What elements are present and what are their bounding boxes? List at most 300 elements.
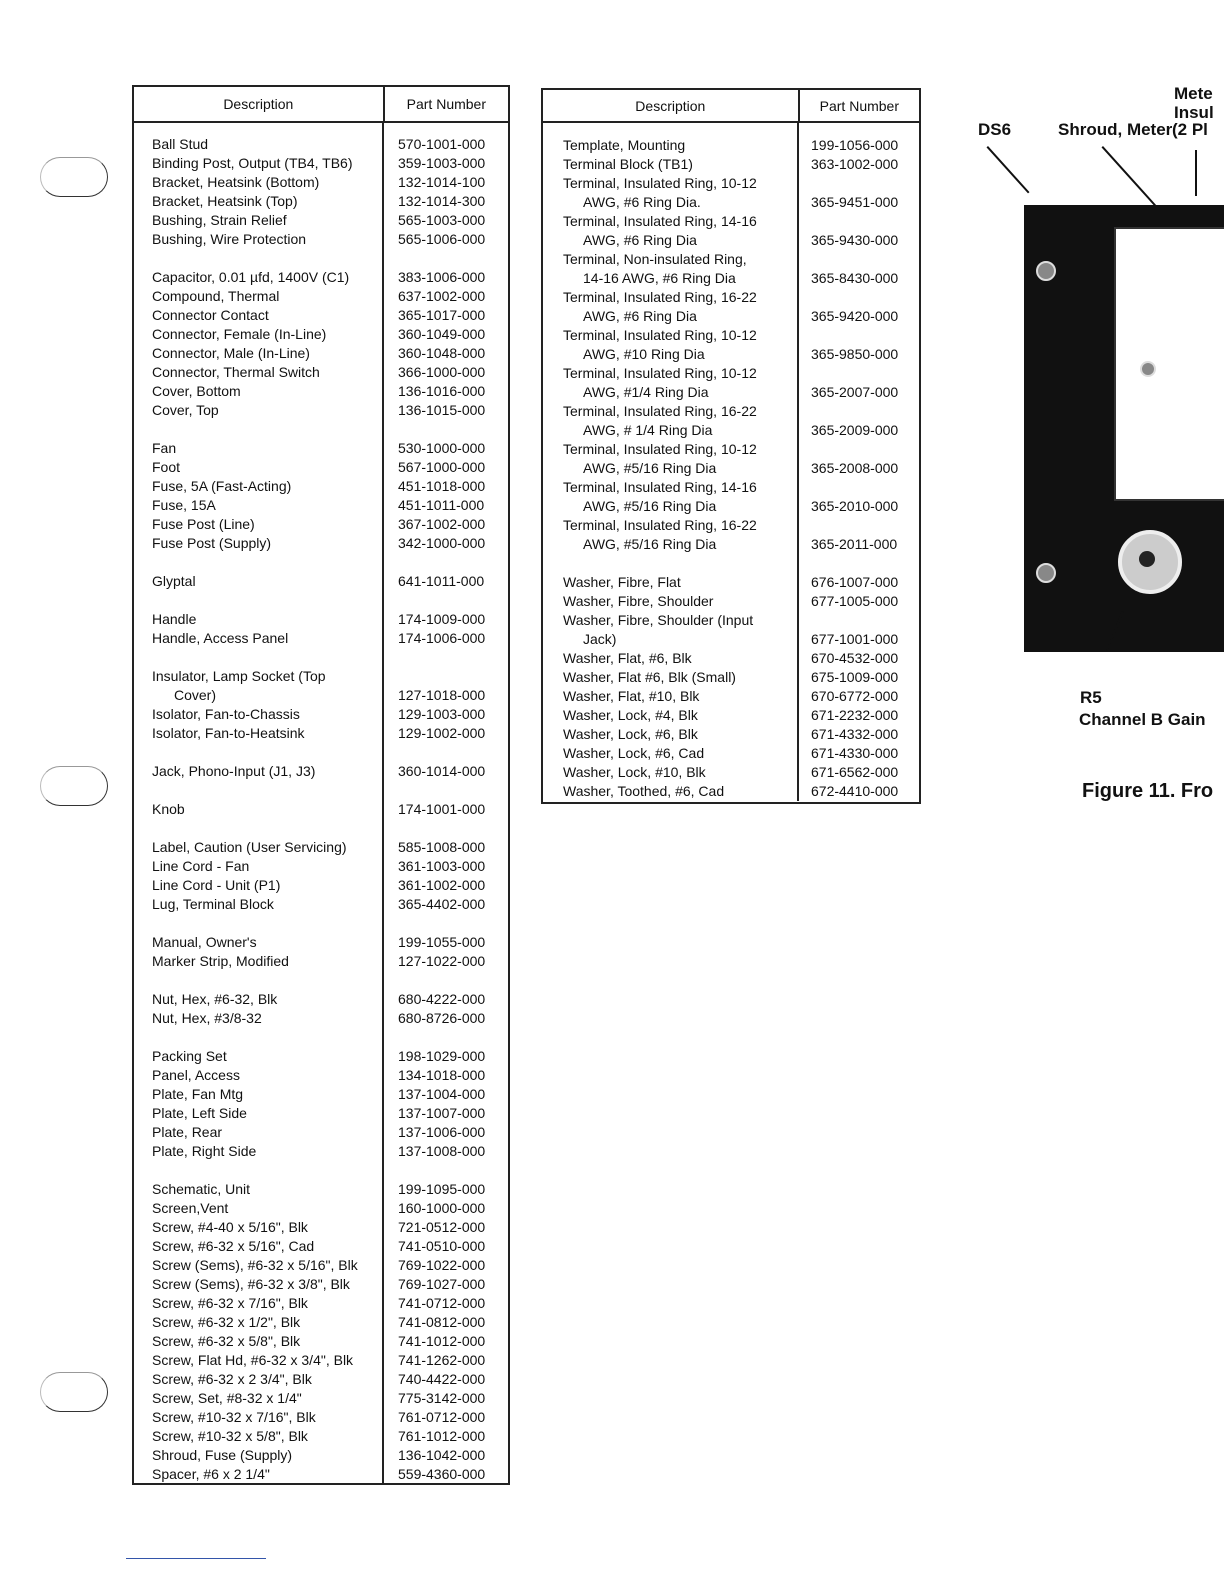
- part-description: Screw, Set, #8-32 x 1/4": [152, 1390, 302, 1406]
- part-number: 360-1048-000: [398, 345, 486, 361]
- header-description: Description: [223, 96, 294, 112]
- group-spacer: [134, 743, 508, 762]
- part-description: Screw, #10-32 x 7/16", Blk: [152, 1409, 316, 1425]
- part-number: 670-4532-000: [811, 650, 899, 666]
- part-number: 359-1003-000: [398, 155, 486, 171]
- table-row: [543, 516, 919, 535]
- parts-table-left: [132, 85, 510, 1485]
- table-row: [134, 268, 508, 287]
- parts-table-right: [541, 88, 921, 804]
- part-number: 365-9850-000: [811, 346, 899, 362]
- group-spacer: [134, 819, 508, 838]
- part-number: 451-1011-000: [398, 497, 485, 513]
- channel-b-gain-knob: [1118, 530, 1182, 594]
- part-number: 365-2011-000: [811, 536, 898, 552]
- table-row: [134, 1218, 508, 1237]
- part-description: Terminal, Insulated Ring, 16-22: [563, 403, 757, 419]
- part-number: 451-1018-000: [398, 478, 486, 494]
- part-description: Bracket, Heatsink (Bottom): [152, 174, 320, 190]
- part-number: 559-4360-000: [398, 1466, 486, 1482]
- part-description: Screw, Flat Hd, #6-32 x 3/4", Blk: [152, 1352, 354, 1368]
- part-number: 365-2010-000: [811, 498, 899, 514]
- part-number: 721-0512-000: [398, 1219, 486, 1235]
- part-number: 565-1003-000: [398, 212, 486, 228]
- part-number: 360-1014-000: [398, 763, 486, 779]
- part-number: 365-4402-000: [398, 896, 486, 912]
- part-number: 365-2008-000: [811, 460, 899, 476]
- table-row: [543, 725, 919, 744]
- table-row: [134, 477, 508, 496]
- group-spacer: [134, 914, 508, 933]
- table-row: [134, 629, 508, 648]
- table-row: [134, 287, 508, 306]
- table-row: [134, 230, 508, 249]
- table-row: [134, 534, 508, 553]
- part-number: 363-1002-000: [811, 156, 899, 172]
- part-description: Template, Mounting: [563, 137, 686, 153]
- table-row: [543, 459, 919, 478]
- part-description: Plate, Left Side: [152, 1105, 247, 1121]
- part-description: Connector, Male (In-Line): [152, 345, 310, 361]
- part-description: Washer, Fibre, Shoulder (Input: [563, 612, 754, 628]
- part-number: [799, 288, 811, 307]
- part-description: Spacer, #6 x 2 1/4": [152, 1466, 270, 1482]
- screw-icon: [1036, 563, 1056, 583]
- part-description: AWG, #1/4 Ring Dia: [583, 384, 709, 400]
- table-row: [134, 1066, 508, 1085]
- header-part-number: Part Number: [798, 90, 919, 121]
- table-row: [134, 1180, 508, 1199]
- screw-icon: [1036, 261, 1056, 281]
- table-row: [543, 592, 919, 611]
- table-row: [543, 497, 919, 516]
- part-description: Connector, Thermal Switch: [152, 364, 320, 380]
- part-number: 567-1000-000: [398, 459, 486, 475]
- part-description: Bushing, Wire Protection: [152, 231, 307, 247]
- label-r5: R5: [1080, 688, 1102, 707]
- part-description: Jack, Phono-Input (J1, J3): [152, 763, 316, 779]
- table-row: [134, 135, 508, 154]
- figure-caption: Figure 11. Fro: [1082, 780, 1214, 802]
- part-number: [799, 326, 811, 345]
- part-number: 741-0712-000: [398, 1295, 486, 1311]
- part-description: Washer, Fibre, Flat: [563, 574, 681, 590]
- part-description: Cover, Bottom: [152, 383, 241, 399]
- part-number: 365-1017-000: [398, 307, 486, 323]
- part-description: Compound, Thermal: [152, 288, 280, 304]
- table-row: [543, 288, 919, 307]
- table-row: [134, 1294, 508, 1313]
- part-description: Connector, Female (In-Line): [152, 326, 327, 342]
- part-description: Plate, Fan Mtg: [152, 1086, 244, 1102]
- part-number: 741-1012-000: [398, 1333, 486, 1349]
- binder-hole-middle: [40, 766, 108, 806]
- table-row: [543, 307, 919, 326]
- table-row: [543, 744, 919, 763]
- part-number: 367-1002-000: [398, 516, 486, 532]
- part-number: 585-1008-000: [398, 839, 486, 855]
- table-row: [134, 1047, 508, 1066]
- table-row: [134, 1446, 508, 1465]
- table-row: [543, 687, 919, 706]
- part-number: 137-1007-000: [398, 1105, 486, 1121]
- part-number: 761-0712-000: [398, 1409, 486, 1425]
- part-description: Screw, #6-32 x 1/2", Blk: [152, 1314, 301, 1330]
- table-row: [134, 401, 508, 420]
- table-row: [134, 458, 508, 477]
- part-number: 361-1002-000: [398, 877, 486, 893]
- part-number: 174-1001-000: [398, 801, 486, 817]
- group-spacer: [134, 591, 508, 610]
- part-number: 740-4422-000: [398, 1371, 486, 1387]
- part-number: 136-1016-000: [398, 383, 486, 399]
- part-description: Washer, Lock, #4, Blk: [563, 707, 698, 723]
- table-row: [543, 535, 919, 554]
- table-row: [543, 402, 919, 421]
- table-row: [134, 1199, 508, 1218]
- part-number: 127-1018-000: [398, 687, 486, 703]
- part-number: 160-1000-000: [398, 1200, 486, 1216]
- part-number: 366-1000-000: [398, 364, 486, 380]
- part-number: 769-1027-000: [398, 1276, 486, 1292]
- part-number: [799, 402, 811, 421]
- table-header: [134, 87, 508, 123]
- part-description: Fuse, 5A (Fast-Acting): [152, 478, 292, 494]
- part-number: [799, 250, 811, 269]
- part-number: 342-1000-000: [398, 535, 486, 551]
- part-description: Screw (Sems), #6-32 x 5/16", Blk: [152, 1257, 358, 1273]
- table-row: [543, 326, 919, 345]
- part-number: [799, 516, 811, 535]
- part-description: Marker Strip, Modified: [152, 953, 289, 969]
- part-description: Screw, #6-32 x 5/16", Cad: [152, 1238, 315, 1254]
- part-number: 637-1002-000: [398, 288, 486, 304]
- group-spacer: [134, 553, 508, 572]
- part-description: Line Cord - Fan: [152, 858, 250, 874]
- table-row: [134, 1009, 508, 1028]
- part-number: 132-1014-300: [398, 193, 486, 209]
- part-description: Foot: [152, 459, 181, 475]
- part-number: 365-9420-000: [811, 308, 899, 324]
- part-number: 675-1009-000: [811, 669, 899, 685]
- part-number: 365-2009-000: [811, 422, 899, 438]
- table-row: [134, 990, 508, 1009]
- part-description: Washer, Flat #6, Blk (Small): [563, 669, 736, 685]
- label-meter-line2: Insul: [1174, 103, 1214, 122]
- part-number: 671-4330-000: [811, 745, 899, 761]
- part-number: 670-6772-000: [811, 688, 899, 704]
- table-row: [134, 173, 508, 192]
- part-description: Insulator, Lamp Socket (Top: [152, 668, 326, 684]
- part-number: 677-1005-000: [811, 593, 899, 609]
- part-description: Panel, Access: [152, 1067, 240, 1083]
- part-description: Screw, #6-32 x 5/8", Blk: [152, 1333, 301, 1349]
- label-ds6: DS6: [978, 120, 1012, 139]
- table-row: [134, 344, 508, 363]
- part-description: Washer, Lock, #6, Blk: [563, 726, 698, 742]
- table-row: [543, 136, 919, 155]
- table-row: [543, 668, 919, 687]
- table-row: [134, 1313, 508, 1332]
- part-number: 132-1014-100: [398, 174, 486, 190]
- table-row: [134, 1256, 508, 1275]
- table-row: [134, 325, 508, 344]
- table-row: [134, 1237, 508, 1256]
- binder-hole-top: [40, 157, 108, 197]
- header-part-number: Part Number: [383, 87, 508, 121]
- part-number: 565-1006-000: [398, 231, 486, 247]
- table-body: [134, 123, 508, 1484]
- part-number: 134-1018-000: [398, 1067, 486, 1083]
- part-description: Washer, Toothed, #6, Cad: [563, 783, 725, 799]
- table-row: [543, 630, 919, 649]
- meter-window: [1114, 227, 1224, 501]
- group-spacer: [134, 781, 508, 800]
- part-description: Fuse, 15A: [152, 497, 216, 513]
- table-row: [134, 1427, 508, 1446]
- part-number: 680-4222-000: [398, 991, 486, 1007]
- table-row: [134, 933, 508, 952]
- part-number: [799, 212, 811, 231]
- table-row: [134, 363, 508, 382]
- table-row: [134, 154, 508, 173]
- part-number: 365-2007-000: [811, 384, 899, 400]
- table-row: [134, 895, 508, 914]
- part-number: 641-1011-000: [398, 573, 485, 589]
- table-row: [543, 155, 919, 174]
- leader-line-meter: [1195, 150, 1197, 196]
- table-row: [543, 364, 919, 383]
- part-number: 680-8726-000: [398, 1010, 486, 1026]
- table-row: [543, 231, 919, 250]
- table-row: [134, 838, 508, 857]
- table-body: [543, 123, 919, 801]
- table-row: [543, 193, 919, 212]
- table-row: [134, 1085, 508, 1104]
- part-description: Fuse Post (Line): [152, 516, 255, 532]
- table-row: [543, 649, 919, 668]
- part-description: Terminal, Insulated Ring, 14-16: [563, 479, 757, 495]
- part-description: Screw, #10-32 x 5/8", Blk: [152, 1428, 308, 1444]
- leader-line-shroud: [1102, 146, 1157, 207]
- table-row: [134, 1123, 508, 1142]
- part-description: 14-16 AWG, #6 Ring Dia: [583, 270, 736, 286]
- part-description: Cover, Top: [152, 402, 219, 418]
- part-description: Lug, Terminal Block: [152, 896, 274, 912]
- part-number: 671-2232-000: [811, 707, 899, 723]
- part-description: Screw (Sems), #6-32 x 3/8", Blk: [152, 1276, 350, 1292]
- part-description: AWG, #5/16 Ring Dia: [583, 536, 717, 552]
- part-number: 136-1042-000: [398, 1447, 486, 1463]
- part-description: Terminal, Insulated Ring, 10-12: [563, 175, 757, 191]
- table-row: [543, 611, 919, 630]
- group-spacer: [134, 648, 508, 667]
- table-row: [134, 686, 508, 705]
- part-description: Screen,Vent: [152, 1200, 229, 1216]
- part-number: [799, 364, 811, 383]
- part-description: Capacitor, 0.01 µfd, 1400V (C1): [152, 269, 350, 285]
- part-description: Label, Caution (User Servicing): [152, 839, 347, 855]
- part-number: 676-1007-000: [811, 574, 899, 590]
- part-description: Terminal, Insulated Ring, 14-16: [563, 213, 757, 229]
- leader-line-ds6: [987, 146, 1030, 193]
- part-number: 174-1009-000: [398, 611, 486, 627]
- part-description: Washer, Fibre, Shoulder: [563, 593, 714, 609]
- part-description: Nut, Hex, #3/8-32: [152, 1010, 262, 1026]
- part-description: Shroud, Fuse (Supply): [152, 1447, 293, 1463]
- part-number: 530-1000-000: [398, 440, 486, 456]
- table-row: [134, 211, 508, 230]
- part-number: 129-1002-000: [398, 725, 486, 741]
- table-row: [134, 1370, 508, 1389]
- part-description: Screw, #6-32 x 2 3/4", Blk: [152, 1371, 312, 1387]
- part-number: [799, 611, 811, 630]
- table-row: [134, 572, 508, 591]
- part-description: AWG, #6 Ring Dia: [583, 232, 697, 248]
- part-description: Terminal, Insulated Ring, 10-12: [563, 441, 757, 457]
- table-row: [134, 857, 508, 876]
- table-row: [543, 269, 919, 288]
- binder-hole-bottom: [40, 1372, 108, 1412]
- table-row: [543, 174, 919, 193]
- part-number: 671-6562-000: [811, 764, 899, 780]
- table-row: [134, 876, 508, 895]
- part-number: [799, 478, 811, 497]
- part-description: Screw, #6-32 x 7/16", Blk: [152, 1295, 308, 1311]
- part-description: Binding Post, Output (TB4, TB6): [152, 155, 353, 171]
- part-description: Terminal, Insulated Ring, 10-12: [563, 365, 757, 381]
- part-number: 761-1012-000: [398, 1428, 486, 1444]
- part-number: 199-1055-000: [398, 934, 486, 950]
- part-number: 365-9430-000: [811, 232, 899, 248]
- part-description: Packing Set: [152, 1048, 227, 1064]
- part-number: 383-1006-000: [398, 269, 486, 285]
- group-spacer: [134, 1161, 508, 1180]
- label-meter-line3: (2 Pl: [1172, 120, 1208, 139]
- part-description: Washer, Lock, #10, Blk: [563, 764, 706, 780]
- header-description: Description: [635, 97, 706, 114]
- part-number: 365-8430-000: [811, 270, 899, 286]
- part-description: Terminal, Insulated Ring, 16-22: [563, 289, 757, 305]
- part-number: [799, 440, 811, 459]
- group-spacer: [134, 971, 508, 990]
- part-description: AWG, #10 Ring Dia: [583, 346, 705, 362]
- part-description: Washer, Lock, #6, Cad: [563, 745, 705, 761]
- part-description: Cover): [174, 687, 217, 703]
- part-number: 741-1262-000: [398, 1352, 486, 1368]
- part-description: Manual, Owner's: [152, 934, 257, 950]
- part-number: 198-1029-000: [398, 1048, 486, 1064]
- part-number: 365-9451-000: [811, 194, 899, 210]
- table-row: [134, 762, 508, 781]
- part-description: Plate, Right Side: [152, 1143, 257, 1159]
- part-description: Terminal Block (TB1): [563, 156, 693, 172]
- table-row: [543, 706, 919, 725]
- part-description: Bracket, Heatsink (Top): [152, 193, 298, 209]
- part-number: 775-3142-000: [398, 1390, 486, 1406]
- table-row: [134, 1408, 508, 1427]
- part-description: Jack): [583, 631, 617, 647]
- table-row: [134, 667, 508, 686]
- table-row: [134, 800, 508, 819]
- part-description: Bushing, Strain Relief: [152, 212, 287, 228]
- part-description: Terminal, Non-insulated Ring,: [563, 251, 747, 267]
- part-description: AWG, #5/16 Ring Dia: [583, 460, 717, 476]
- part-number: 174-1006-000: [398, 630, 486, 646]
- label-channel-b-gain: Channel B Gain: [1079, 710, 1206, 729]
- table-row: [543, 573, 919, 592]
- table-row: [543, 212, 919, 231]
- part-number: 199-1095-000: [398, 1181, 486, 1197]
- table-row: [543, 250, 919, 269]
- part-description: Line Cord - Unit (P1): [152, 877, 281, 893]
- group-spacer: [134, 1028, 508, 1047]
- part-number: [384, 667, 398, 686]
- table-header: [543, 90, 919, 123]
- part-description: Glyptal: [152, 573, 196, 589]
- table-row: [134, 496, 508, 515]
- part-number: 741-0812-000: [398, 1314, 486, 1330]
- label-meter-line1: Mete: [1174, 84, 1213, 103]
- group-spacer: [134, 420, 508, 439]
- part-number: 672-4410-000: [811, 783, 899, 799]
- table-row: [543, 782, 919, 801]
- part-description: Terminal, Insulated Ring, 16-22: [563, 517, 757, 533]
- table-row: [134, 1351, 508, 1370]
- table-row: [134, 610, 508, 629]
- part-description: Screw, #4-40 x 5/16", Blk: [152, 1219, 308, 1235]
- part-number: 769-1022-000: [398, 1257, 486, 1273]
- part-number: 360-1049-000: [398, 326, 486, 342]
- part-number: 137-1004-000: [398, 1086, 486, 1102]
- table-row: [134, 439, 508, 458]
- table-row: [543, 421, 919, 440]
- part-description: Plate, Rear: [152, 1124, 223, 1140]
- part-number: 741-0510-000: [398, 1238, 486, 1254]
- part-number: 137-1006-000: [398, 1124, 486, 1140]
- part-description: Terminal, Insulated Ring, 10-12: [563, 327, 757, 343]
- table-row: [134, 515, 508, 534]
- table-row: [543, 383, 919, 402]
- table-row: [134, 724, 508, 743]
- part-number: 361-1003-000: [398, 858, 486, 874]
- part-number: 127-1022-000: [398, 953, 486, 969]
- table-row: [134, 306, 508, 325]
- table-row: [134, 952, 508, 971]
- part-number: 129-1003-000: [398, 706, 486, 722]
- table-row: [134, 1465, 508, 1484]
- part-number: 199-1056-000: [811, 137, 899, 153]
- part-description: Nut, Hex, #6-32, Blk: [152, 991, 278, 1007]
- part-number: 671-4332-000: [811, 726, 899, 742]
- part-description: AWG, # 1/4 Ring Dia: [583, 422, 713, 438]
- part-description: Handle, Access Panel: [152, 630, 289, 646]
- part-description: Connector Contact: [152, 307, 269, 323]
- table-row: [134, 1389, 508, 1408]
- part-number: 136-1015-000: [398, 402, 486, 418]
- table-row: [543, 478, 919, 497]
- part-number: 137-1008-000: [398, 1143, 486, 1159]
- part-description: Knob: [152, 801, 185, 817]
- part-number: [799, 174, 811, 193]
- table-row: [134, 1275, 508, 1294]
- table-row: [134, 705, 508, 724]
- table-row: [134, 382, 508, 401]
- label-shroud-meter: Shroud, Meter: [1058, 120, 1173, 139]
- part-description: Isolator, Fan-to-Heatsink: [152, 725, 305, 741]
- part-description: Washer, Flat, #10, Blk: [563, 688, 700, 704]
- table-row: [134, 192, 508, 211]
